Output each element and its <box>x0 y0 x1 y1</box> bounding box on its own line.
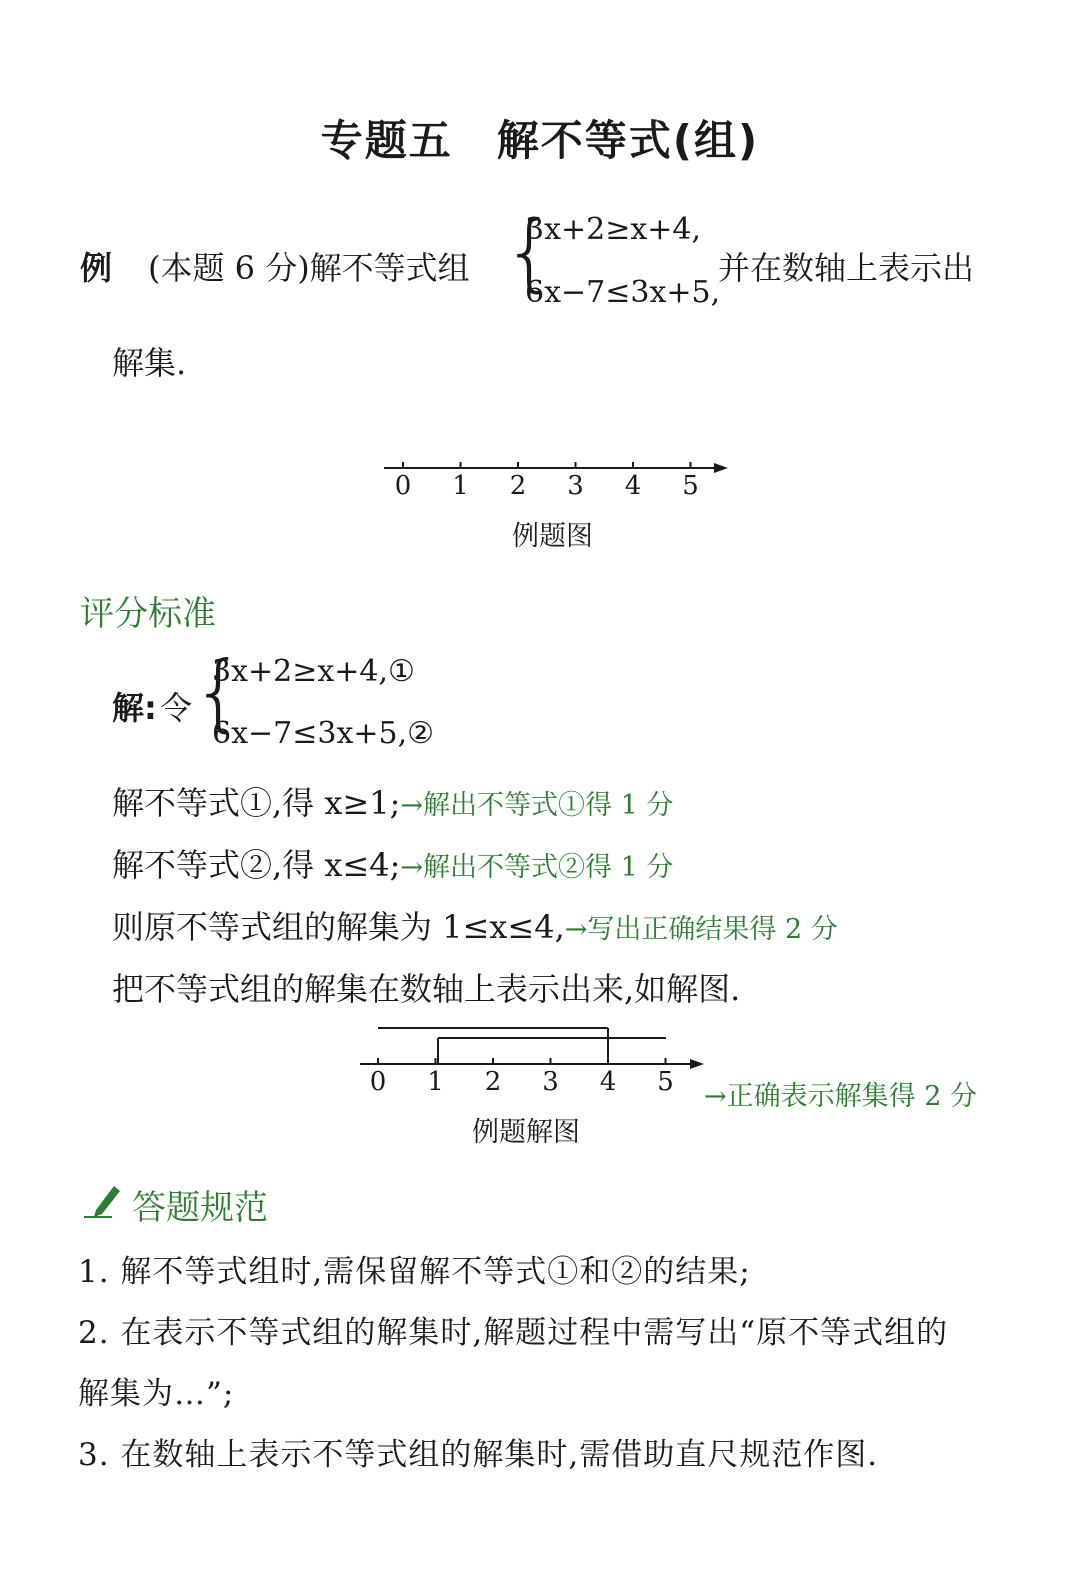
step-2 <box>112 840 673 886</box>
example-figure-caption: 例题图 <box>512 521 593 552</box>
standard-item-2: 2. 在表示不等式组的解集时,解题过程中需写出“原不等式组的 <box>78 1315 949 1351</box>
tick-label: 5 <box>682 471 699 501</box>
standard-item-3: 3. 在数轴上表示不等式组的解集时,需借助直尺规范作图. <box>78 1437 879 1473</box>
step-3-text: 则原不等式组的解集为 1≤x≤4, <box>112 908 565 946</box>
brace: { <box>503 203 557 301</box>
example-intro: (本题 6 分)解不等式组 <box>148 249 470 287</box>
step-3-note: →写出正确结果得 2 分 <box>564 914 838 945</box>
axis-arrow <box>714 463 728 473</box>
solution-figure-note: →正确表示解集得 2 分 <box>704 1081 977 1112</box>
tick-label: 2 <box>484 1067 502 1097</box>
solution-figure-caption: 例题解图 <box>472 1117 580 1148</box>
example-ineq1: 3x+2≥x+4, <box>525 212 702 247</box>
tick-label: 0 <box>394 471 412 501</box>
step-1-text: 解不等式①,得 x≥1; <box>112 784 401 822</box>
step-1-note: →解出不等式①得 1 分 <box>400 790 674 821</box>
tick-label: 5 <box>657 1067 674 1097</box>
standard-item-2-cont: 解集为…”; <box>78 1376 235 1412</box>
example-tail: 并在数轴上表示出 <box>718 249 975 287</box>
pencil-icon <box>82 1180 124 1220</box>
tick-label: 2 <box>509 471 527 501</box>
system-ineq1: 3x+2≥x+4,① <box>212 654 415 689</box>
tick-label: 3 <box>567 471 584 501</box>
let-word: 令 <box>160 689 193 727</box>
axis-arrow <box>690 1059 704 1069</box>
solution-number-line <box>352 1022 712 1102</box>
example-number-line <box>370 450 750 510</box>
page-title <box>0 108 1080 168</box>
example-ineq2: 6x−7≤3x+5, <box>525 275 721 310</box>
grading-title: 评分标准 <box>80 594 216 634</box>
tick-label: 1 <box>452 471 469 501</box>
step-3 <box>112 902 838 948</box>
standards-title: 答题规范 <box>132 1188 268 1228</box>
step-1 <box>112 778 673 824</box>
title-part2: 解不等式(组) <box>496 116 760 165</box>
title-part1: 专题五 <box>320 116 453 165</box>
tick-label: 3 <box>542 1067 559 1097</box>
example-label: 例 <box>80 249 113 287</box>
tick-label: 4 <box>599 1067 617 1097</box>
step-2-text: 解不等式②,得 x≤4; <box>112 846 401 884</box>
solution-label: 解: <box>112 689 157 727</box>
tick-label: 1 <box>427 1067 444 1097</box>
brace: { <box>192 643 246 741</box>
system-ineq2: 6x−7≤3x+5,② <box>212 716 435 751</box>
step-4: 把不等式组的解集在数轴上表示出来,如解图. <box>112 970 741 1008</box>
tick-label: 0 <box>369 1067 387 1097</box>
step-2-note: →解出不等式②得 1 分 <box>400 852 674 883</box>
tick-label: 4 <box>624 471 642 501</box>
example-tail2: 解集. <box>112 344 187 382</box>
standard-item-1: 1. 解不等式组时,需保留解不等式①和②的结果; <box>78 1254 751 1290</box>
